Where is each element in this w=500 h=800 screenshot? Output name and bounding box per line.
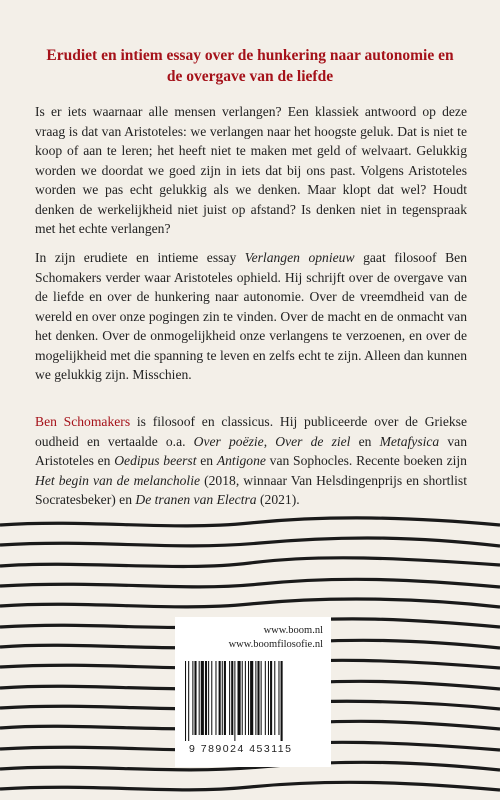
bio-text: van Sophocles. Recente boeken zijn bbox=[265, 453, 467, 468]
bio-text: van Aristoteles en bbox=[35, 433, 467, 468]
isbn-barcode bbox=[183, 661, 323, 741]
work-title: Over de ziel bbox=[275, 433, 351, 449]
barcode-bar bbox=[192, 661, 193, 735]
book-title: Verlangen opnieuw bbox=[244, 250, 355, 265]
barcode-bar bbox=[268, 661, 269, 735]
barcode-bar bbox=[219, 661, 221, 735]
bio-text: (2021). bbox=[256, 492, 300, 507]
barcode-bar bbox=[215, 661, 216, 735]
barcode-bar bbox=[270, 661, 272, 735]
bio-text: en bbox=[196, 453, 217, 468]
barcode-bar bbox=[238, 661, 241, 735]
work-title: Het begin van de melancholie bbox=[35, 472, 201, 488]
barcode-bar bbox=[188, 661, 189, 741]
barcode-bar bbox=[222, 661, 223, 735]
barcode-bar bbox=[248, 661, 249, 735]
publisher-url: www.boom.nl bbox=[263, 625, 323, 636]
bio-text: (2018, winnaar Van Helsdingenprijs en shortlist Socratesbeker) en bbox=[35, 472, 467, 507]
barcode-bar bbox=[208, 661, 209, 735]
barcode-bar bbox=[250, 661, 253, 735]
barcode-bar bbox=[234, 661, 235, 741]
barcode-bar bbox=[265, 661, 266, 735]
barcode-bar bbox=[229, 661, 230, 735]
publisher-series-url: www.boomfilosofie.nl bbox=[228, 639, 323, 650]
barcode-bar bbox=[245, 661, 246, 735]
barcode-bar bbox=[201, 661, 204, 735]
barcode-bar bbox=[281, 661, 283, 741]
barcode-bar bbox=[278, 661, 279, 735]
description-lead: In zijn erudiete en intieme essay bbox=[35, 250, 245, 265]
barcode-bar bbox=[185, 661, 186, 741]
work-title: Oedipus beerst bbox=[114, 453, 197, 468]
barcode-panel bbox=[175, 617, 331, 767]
barcode-bar bbox=[231, 661, 233, 735]
barcode-bar bbox=[199, 661, 200, 735]
work-title: Antigone bbox=[216, 453, 266, 468]
work-title: Over poëzie bbox=[193, 433, 264, 449]
bio-text: , bbox=[263, 433, 276, 449]
work-title: De tranen van Electra bbox=[135, 492, 257, 507]
barcode-bar bbox=[255, 661, 256, 735]
tagline: Erudiet en intiem essay over de hunkering naar autonomie en de overgave van de liefde bbox=[46, 47, 454, 85]
barcode-bar bbox=[211, 661, 212, 735]
barcode-bar bbox=[194, 661, 196, 735]
barcode-bar bbox=[274, 661, 275, 735]
isbn-number: 9 789024 453115 bbox=[189, 743, 293, 755]
barcode-bar bbox=[242, 661, 243, 735]
barcode-bar bbox=[224, 661, 226, 735]
author-name: Ben Schomakers bbox=[35, 414, 131, 429]
bio-text: is filosoof en classicus. Hij publiceerde over de Griekse oudheid en vertaalde o.a. bbox=[35, 414, 467, 449]
bio-text: en bbox=[350, 433, 380, 449]
work-title: Metafysica bbox=[379, 433, 440, 449]
barcode-bar bbox=[205, 661, 207, 735]
barcode-bar bbox=[261, 661, 262, 735]
intro-paragraph: Is er iets waarnaar alle mensen verlangen? Een klassiek antwoord op deze vraag is dat van Aristoteles: we verlangen naar het hoogste geluk. Dat is niet te koop of aan te leren; het heeft niet te maken met geld of welvaart. Gelukkig worden we doordat we goed zijn in iets dat bij ons past. Volgens Aristoteles worden we pas echt gelukkig als we denken. Maar klopt dat wel? Houdt denken de werkelijkheid niet juist op afstand? Is denken niet in tegenspraak met het echte verlangen? bbox=[35, 104, 467, 236]
description-body: gaat filosoof Ben Schomakers verder waar Aristoteles ophield. Hij schrijft over de overgave van de liefde en over de hunkering naar autonomie. Over de vreemdheid van de wereld en over onze pogingen zin te vinden. Over de macht en de onmacht van het denken. Over de onmogelijkheid onze verlangens te verzoenen, en over de mogelijkheid met die spanning te leven en zelfs echt te zijn. Alleen dan kunnen we gelukkig zijn. Misschien. bbox=[35, 250, 467, 382]
barcode-bar bbox=[257, 661, 259, 735]
